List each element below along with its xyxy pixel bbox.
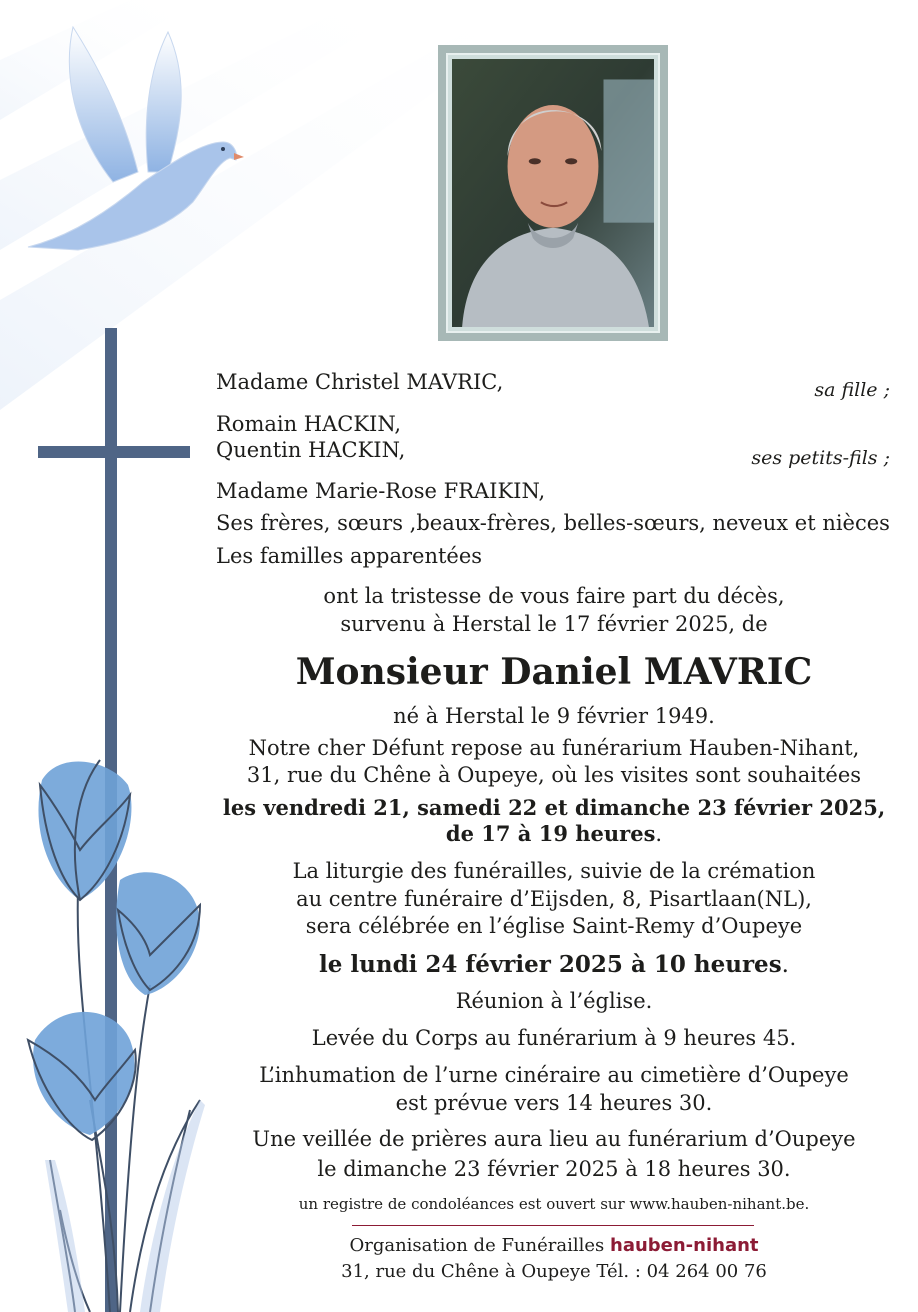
announcement-line: survenu à Herstal le 17 février 2025, de [340, 612, 768, 636]
inhumation-line: est prévue vers 14 heures 30. [395, 1091, 713, 1115]
family-member: Romain HACKIN, [216, 412, 402, 436]
portrait-frame [438, 45, 668, 341]
liturgy-line: au centre funéraire d’Eijsden, 8, Pisartlaan(NL), [296, 887, 812, 911]
family-member: Ses frères, sœurs ,beaux-frères, belles-sœurs, neveux et nièces [216, 511, 890, 535]
portrait-photo [452, 59, 654, 327]
visitation-line: 31, rue du Chêne à Oupeye, où les visites sont souhaitées [246, 763, 862, 787]
liturgy-date: le lundi 24 février 2025 à 10 heures [319, 951, 782, 978]
vigil-line: Une veillée de prières aura lieu au funérarium d’Oupeye [252, 1127, 856, 1151]
organizer-address: 31, rue du Chêne à Oupeye Tél. : 04 264 00 76 [341, 1261, 767, 1282]
liturgy-line: La liturgie des funérailles, suivie de la crémation [292, 859, 816, 883]
dove-icon [18, 22, 248, 262]
visitation-line: Notre cher Défunt repose au funérarium Hauben-Nihant, [248, 736, 860, 760]
organizer-line [200, 1234, 908, 1258]
liturgy-line: sera célébrée en l’église Saint-Remy d’Oupeye [305, 914, 803, 938]
vigil-line: le dimanche 23 février 2025 à 18 heures 30. [317, 1157, 791, 1181]
role-grandsons: ses petits-fils ; [751, 447, 890, 469]
tulip-flowers-icon [0, 740, 230, 1312]
family-member: Les familles apparentées [216, 544, 483, 568]
liturgy-date-line [200, 951, 908, 979]
cross-horizontal [38, 446, 190, 458]
visitation-hours-suffix: . [655, 822, 663, 846]
birth-info: né à Herstal le 9 février 1949. [393, 704, 715, 728]
deceased-name: Monsieur Daniel MAVRIC [295, 651, 813, 693]
liturgy-date-suffix: . [781, 952, 789, 978]
condolence-register: un registre de condoléances est ouvert sur www.hauben-nihant.be. [298, 1195, 810, 1213]
organizer-prefix: Organisation de Funérailles [349, 1235, 605, 1256]
family-member: Madame Marie-Rose FRAIKIN, [216, 479, 546, 503]
family-member: Quentin HACKIN, [216, 438, 406, 462]
visitation-hours-line [200, 821, 908, 847]
visitation-hours: de 17 à 19 heures [445, 821, 656, 846]
meeting-info: Réunion à l’église. [455, 989, 653, 1013]
announcement-line: ont la tristesse de vous faire part du décès, [323, 584, 785, 608]
family-member: Madame Christel MAVRIC, [216, 370, 504, 394]
brand-logo: hauben-nihant [610, 1235, 759, 1256]
levee-info: Levée du Corps au funérarium à 9 heures 45. [311, 1026, 797, 1050]
visitation-days: les vendredi 21, samedi 22 et dimanche 23 février 2025, [222, 795, 886, 820]
footer-divider [352, 1225, 754, 1226]
role-daughter: sa fille ; [814, 379, 890, 401]
inhumation-line: L’inhumation de l’urne cinéraire au cimetière d’Oupeye [259, 1063, 849, 1087]
